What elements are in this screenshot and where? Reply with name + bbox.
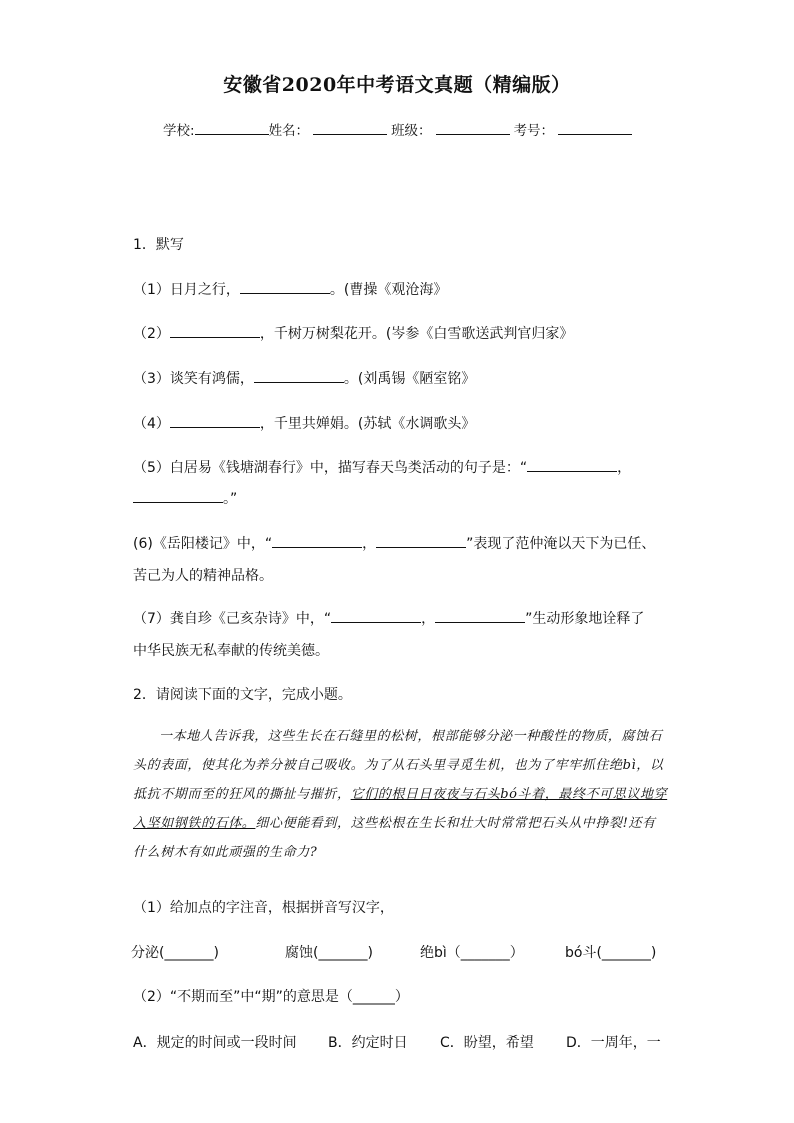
q2-fill-blank-b[interactable]: 腐蚀(_______) xyxy=(285,945,373,961)
answer-blank[interactable] xyxy=(133,488,223,503)
answer-blank[interactable] xyxy=(170,413,260,428)
school-blank[interactable] xyxy=(195,120,269,135)
question-1-heading: 1．默写 xyxy=(133,237,184,253)
answer-blank[interactable] xyxy=(435,608,525,623)
question-2-heading: 2．请阅读下面的文字，完成小题。 xyxy=(133,687,352,703)
answer-blank[interactable] xyxy=(254,368,344,383)
name-label: 姓名： xyxy=(268,123,310,139)
q1-item-6-continued: 苦己为人的精神品格。 xyxy=(133,568,273,584)
name-blank[interactable] xyxy=(313,120,387,135)
passage-underlined-sentence: 它们的根日日夜夜与石头bó斗着，最终不可思议地穿入坚如钢铁的石体。 xyxy=(133,787,668,831)
student-info-line xyxy=(163,119,632,139)
passage-text-2: 细心便能看到，这些松根在生长和壮大时常常把石头从中挣裂!还有什么树木有如此顽强的生命力? xyxy=(133,816,656,860)
page-title: 安徽省2020年中考语文真题（精编版） xyxy=(223,74,571,96)
q2-sub-question-1: （1）给加点的字注音，根据拼音写汉字， xyxy=(133,900,394,916)
q2-sub-question-2: （2）“不期而至”中“期”的意思是（______） xyxy=(133,989,409,1005)
option-d[interactable]: D．一周年，一 xyxy=(566,1035,661,1051)
answer-blank[interactable] xyxy=(331,608,421,623)
q1-item-6: (6)《岳阳楼记》中，“ ， ”表现了范仲淹以天下为已任、 xyxy=(133,533,655,553)
q2-fill-blank-d[interactable]: bó斗(_______) xyxy=(565,945,657,961)
answer-blank[interactable] xyxy=(272,533,362,548)
class-label: 班级： xyxy=(391,123,432,139)
school-label: 学校: xyxy=(163,123,195,139)
q1-item-5-continued: 。” xyxy=(133,488,237,508)
option-a[interactable]: A．规定的时间或一段时间 xyxy=(133,1035,297,1051)
q1-item-1: （1）日月之行， 。(曹操《观沧海》 xyxy=(133,279,447,299)
answer-blank[interactable] xyxy=(170,323,260,338)
option-b[interactable]: B．约定时日 xyxy=(328,1035,408,1051)
q1-item-3: （3）谈笑有鸿儒， 。(刘禹锡《陋室铭》 xyxy=(133,368,475,388)
exam-number-label: 考号： xyxy=(513,123,555,139)
option-c[interactable]: C．盼望，希望 xyxy=(440,1035,534,1051)
answer-blank[interactable] xyxy=(376,533,466,548)
class-blank[interactable] xyxy=(436,120,510,135)
answer-blank[interactable] xyxy=(527,457,617,472)
q1-item-5: （5）白居易《钱塘湖春行》中，描写春天鸟类活动的句子是：“ ， xyxy=(133,457,631,477)
reading-passage xyxy=(133,722,668,867)
q1-item-7: （7）龚自珍《己亥杂诗》中，“ ， ”生动形象地诠释了 xyxy=(133,608,644,628)
q1-item-4: （4） ，千里共婵娟。(苏轼《水调歌头》 xyxy=(133,413,475,433)
exam-number-blank[interactable] xyxy=(558,120,632,135)
q2-fill-blank-a[interactable]: 分泌(_______) xyxy=(131,945,219,961)
q1-item-7-continued: 中华民族无私奉献的传统美德。 xyxy=(133,643,329,659)
q2-fill-blank-c[interactable]: 绝bì（_______） xyxy=(420,945,524,961)
passage-text-1: 一本地人告诉我，这些生长在石缝里的松树，根部能够分泌一种酸性的物质，腐蚀石头的表面，使其化为养分被自己吸收。为了从石头里寻觅生机，也为了牢牢抓住绝bì，以抵抗不期而至的狂风的撕扯与摧折， xyxy=(133,729,664,802)
answer-blank[interactable] xyxy=(240,279,330,294)
q1-item-2: （2） ，千树万树梨花开。(岑参《白雪歌送武判官归家》 xyxy=(133,323,573,343)
